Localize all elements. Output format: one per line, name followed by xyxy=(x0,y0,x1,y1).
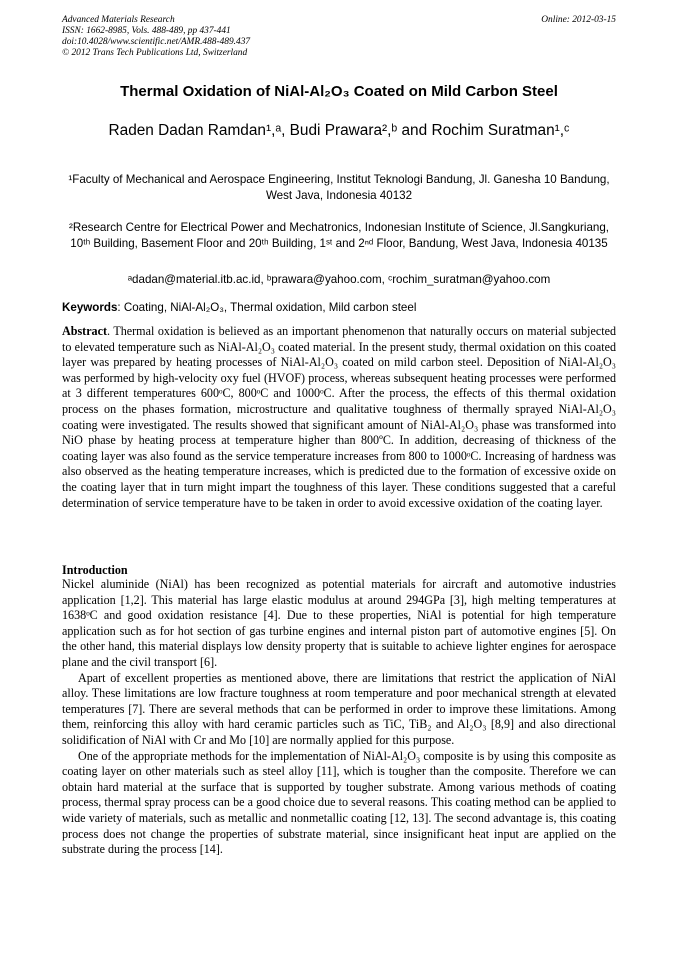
keywords xyxy=(62,300,616,316)
abstract-text: . Thermal oxidation is believed as an important phenomenon that naturally occurs on material subjected to elevated temperature such as NiAl-Al₂O₃ coated material. In the present study, thermal oxidation on this coated layer was prepared by heating processes of NiAl-Al₂O₃ coated on mild carbon steel. Deposition of NiAl-Al₂O₃ was performed by high-velocity oxy fuel (HVOF) process, whereas subsequent heating processes were performed at 3 different temperatures 600ᵒC, 800ᵒC and 1000ᵒC. After the process, the effects of this thermal oxidation process on the phases formation, microstructure and qualitative toughness of thermally sprayed NiAl-Al₂O₃ coating were investigated. The results showed that significant amount of NiAl-Al₂O₃ phase was transformed into NiO phase by heating process at temperature higher than 800ºC. In addition, decreasing of thickness of the coating layer was also found as the service temperature increases from 800 to 1000ᵒC. Increasing of hardness was also observed as the heating temperature increases, which is predicted due to the formation of excessive oxide on the coating layer that in turn might impart the toughness of this layer. These conditions suggested that a careful determination of service temperature have to be taken in order to avoid excessive oxidation of the coating layer. xyxy=(62,324,616,510)
copyright-line: © 2012 Trans Tech Publications Ltd, Switzerland xyxy=(62,48,248,58)
abstract xyxy=(62,324,616,511)
author-list: Raden Dadan Ramdan¹,ᵃ, Budi Prawara²,ᵇ and Rochim Suratman¹,ᶜ xyxy=(108,122,570,139)
journal-name: Advanced Materials Research xyxy=(62,15,175,25)
doi-line: doi:10.4028/www.scientific.net/AMR.488-489.437 xyxy=(62,37,251,47)
author-emails: ᵃdadan@material.itb.ac.id, ᵇprawara@yahoo.com, ᶜrochim_suratman@yahoo.com xyxy=(127,273,551,286)
intro-paragraph: Nickel aluminide (NiAl) has been recognized as potential materials for aircraft and automotive industries application [1,2]. This material has large elastic modulus at around 294GPa [3], high melting temperatures at 1638ᵒC and good oxidation resistance [4]. Due to these properties, NiAl is potential for high temperature application such as for hot section of gas turbine engines and internal piston part of automotive engines [5]. On the other hand, this material displays low density property that is suitable to achieve lighter engines for aerospace plane and the civil transport [6]. xyxy=(62,577,616,669)
intro-paragraph: Apart of excellent properties as mentioned above, there are limitations that restrict the application of NiAl alloy. These limitations are low fracture toughness at room temperature and poor mechanical strength at elevated temperatures [7]. There are several methods that can be performed in order to improve these limitations. Among them, reinforcing this alloy with hard ceramic particles such as TiC, TiB₂ and Al₂O₃ [8,9] and also directional solidification of NiAl with Cr and Mo [10] are normally applied for this purpose. xyxy=(62,670,616,747)
issn-line: ISSN: 1662-8985, Vols. 488-489, pp 437-441 xyxy=(62,26,231,36)
abstract-label: Abstract xyxy=(62,324,108,338)
keywords-label: Keywords xyxy=(62,301,118,314)
paper-title: Thermal Oxidation of NiAl-Al₂O₃ Coated on Mild Carbon Steel xyxy=(120,83,558,100)
keywords-text: : Coating, NiAl-Al₂O₃, Thermal oxidation, Mild carbon steel xyxy=(117,301,417,314)
affiliation-1: ¹Faculty of Mechanical and Aerospace Engineering, Institut Teknologi Bandung, Jl. Ganesha 10 Bandung, West Java, Indonesia 40132 xyxy=(68,173,610,202)
journal-header xyxy=(62,15,616,59)
introduction-body xyxy=(62,577,616,858)
online-date: Online: 2012-03-15 xyxy=(541,15,616,25)
intro-paragraph: One of the appropriate methods for the implementation of NiAl-Al₂O₃ composite is by using this composite as coating layer on other materials such as steel alloy [11], which is tougher than the composite. Therefore we can obtain hard material at the surface that is supported by tougher substrate. Among various methods of coating process, thermal spray process can be a good choice due to several reasons. This coating method can be applied to wide variety of materials, such as metallic and nonmetallic coating [12, 13]. The second advantage is, this coating process does not change the properties of substrate material, since insignificant heat input are applied on the substrate during the process [14]. xyxy=(62,748,616,857)
introduction-heading: Introduction xyxy=(62,563,128,577)
affiliation-2: ²Research Centre for Electrical Power and Mechatronics, Indonesian Institute of Science, Jl.Sangkuriang, 10ᵗʰ Building, Basement Floor and 20ᵗʰ Building, 1ˢᵗ and 2ⁿᵈ Floor, Bandung, West Java, Indonesia 40135 xyxy=(68,221,610,250)
